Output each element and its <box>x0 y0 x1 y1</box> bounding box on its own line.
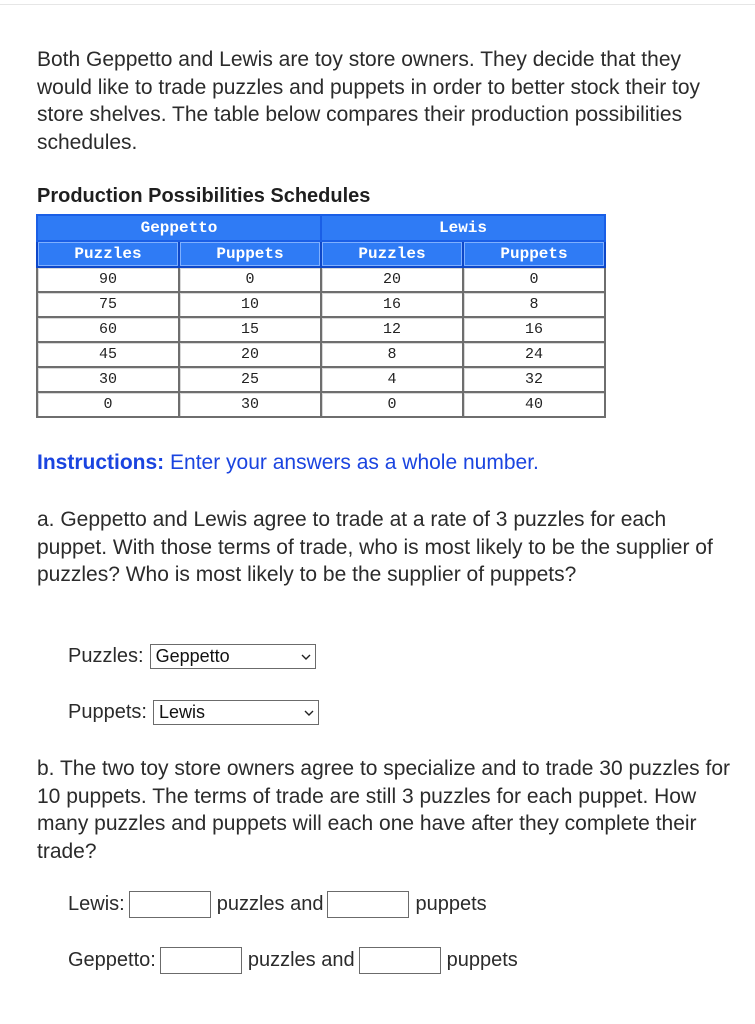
col-geppetto-puzzles: Puzzles <box>37 241 179 267</box>
table-cell: 0 <box>37 392 179 417</box>
table-row <box>37 342 605 367</box>
table-cell: 25 <box>179 367 321 392</box>
table-cell: 8 <box>463 292 605 317</box>
geppetto-label: Geppetto: <box>68 949 156 971</box>
table-cell: 24 <box>463 342 605 367</box>
top-divider <box>0 4 755 5</box>
intro-text: Both Geppetto and Lewis are toy store owners. They decide that they would like to trade puzzles and puppets in order to better stock their toy store shelves. The table below compares their production possibilities schedules. <box>37 48 701 154</box>
table-cell: 16 <box>463 317 605 342</box>
table-cell: 90 <box>37 267 179 292</box>
puzzles-supplier-select[interactable] <box>150 644 316 669</box>
column-header-row <box>37 241 605 267</box>
instructions <box>37 451 539 475</box>
puzzles-and-text: puzzles and <box>247 949 355 971</box>
table-row <box>37 392 605 417</box>
puzzles-and-text: puzzles and <box>216 893 324 915</box>
puppets-supplier-value: Lewis <box>158 702 205 722</box>
lewis-puzzles-input[interactable] <box>129 891 211 918</box>
table-cell: 15 <box>179 317 321 342</box>
puppets-text: puppets <box>415 893 487 915</box>
puzzles-answer-row <box>68 644 316 669</box>
geppetto-puzzles-input[interactable] <box>160 947 242 974</box>
geppetto-puppets-input[interactable] <box>359 947 441 974</box>
table-cell: 60 <box>37 317 179 342</box>
header-geppetto: Geppetto <box>37 215 321 241</box>
question-a-text: a. Geppetto and Lewis agree to trade at a rate of 3 puzzles for each puppet. With those terms of trade, who is most likely to be the supplier of puzzles? Who is most likely to be the supplier of puppets? <box>37 508 713 586</box>
table-title: Production Possibilities Schedules <box>37 185 371 207</box>
table-cell: 30 <box>37 367 179 392</box>
geppetto-answer-row <box>68 947 518 974</box>
table-cell: 32 <box>463 367 605 392</box>
puzzles-supplier-value: Geppetto <box>155 646 230 666</box>
puppets-label: Puppets: <box>68 701 147 723</box>
table-cell: 30 <box>179 392 321 417</box>
puppets-text: puppets <box>446 949 518 971</box>
puppets-answer-row <box>68 700 319 725</box>
col-lewis-puzzles: Puzzles <box>321 241 463 267</box>
col-geppetto-puppets: Puppets <box>179 241 321 267</box>
table-cell: 16 <box>321 292 463 317</box>
table-cell: 12 <box>321 317 463 342</box>
table-cell: 40 <box>463 392 605 417</box>
person-header-row <box>37 215 605 241</box>
puzzles-label: Puzzles: <box>68 645 144 667</box>
table-cell: 10 <box>179 292 321 317</box>
question-b-text: b. The two toy store owners agree to specialize and to trade 30 puzzles for 10 puppets. The terms of trade are still 3 puzzles for each puppet. How many puzzles and puppets will each one have after they complete their trade? <box>37 757 730 863</box>
table-cell: 45 <box>37 342 179 367</box>
pps-table <box>36 214 606 418</box>
header-lewis: Lewis <box>321 215 605 241</box>
chevron-down-icon <box>301 652 311 662</box>
table-row <box>37 267 605 292</box>
table-cell: 8 <box>321 342 463 367</box>
instructions-label: Instructions: <box>37 451 165 474</box>
table-cell: 4 <box>321 367 463 392</box>
table-cell: 0 <box>463 267 605 292</box>
lewis-puppets-input[interactable] <box>327 891 409 918</box>
table-row <box>37 292 605 317</box>
lewis-answer-row <box>68 891 487 918</box>
table-cell: 0 <box>179 267 321 292</box>
instructions-text: Enter your answers as a whole number. <box>164 451 539 474</box>
table-cell: 20 <box>179 342 321 367</box>
col-lewis-puppets: Puppets <box>463 241 605 267</box>
table-cell: 20 <box>321 267 463 292</box>
puppets-supplier-select[interactable] <box>153 700 319 725</box>
table-row <box>37 367 605 392</box>
lewis-label: Lewis: <box>68 893 125 915</box>
table-cell: 75 <box>37 292 179 317</box>
chevron-down-icon <box>304 708 314 718</box>
table-cell: 0 <box>321 392 463 417</box>
table-row <box>37 317 605 342</box>
